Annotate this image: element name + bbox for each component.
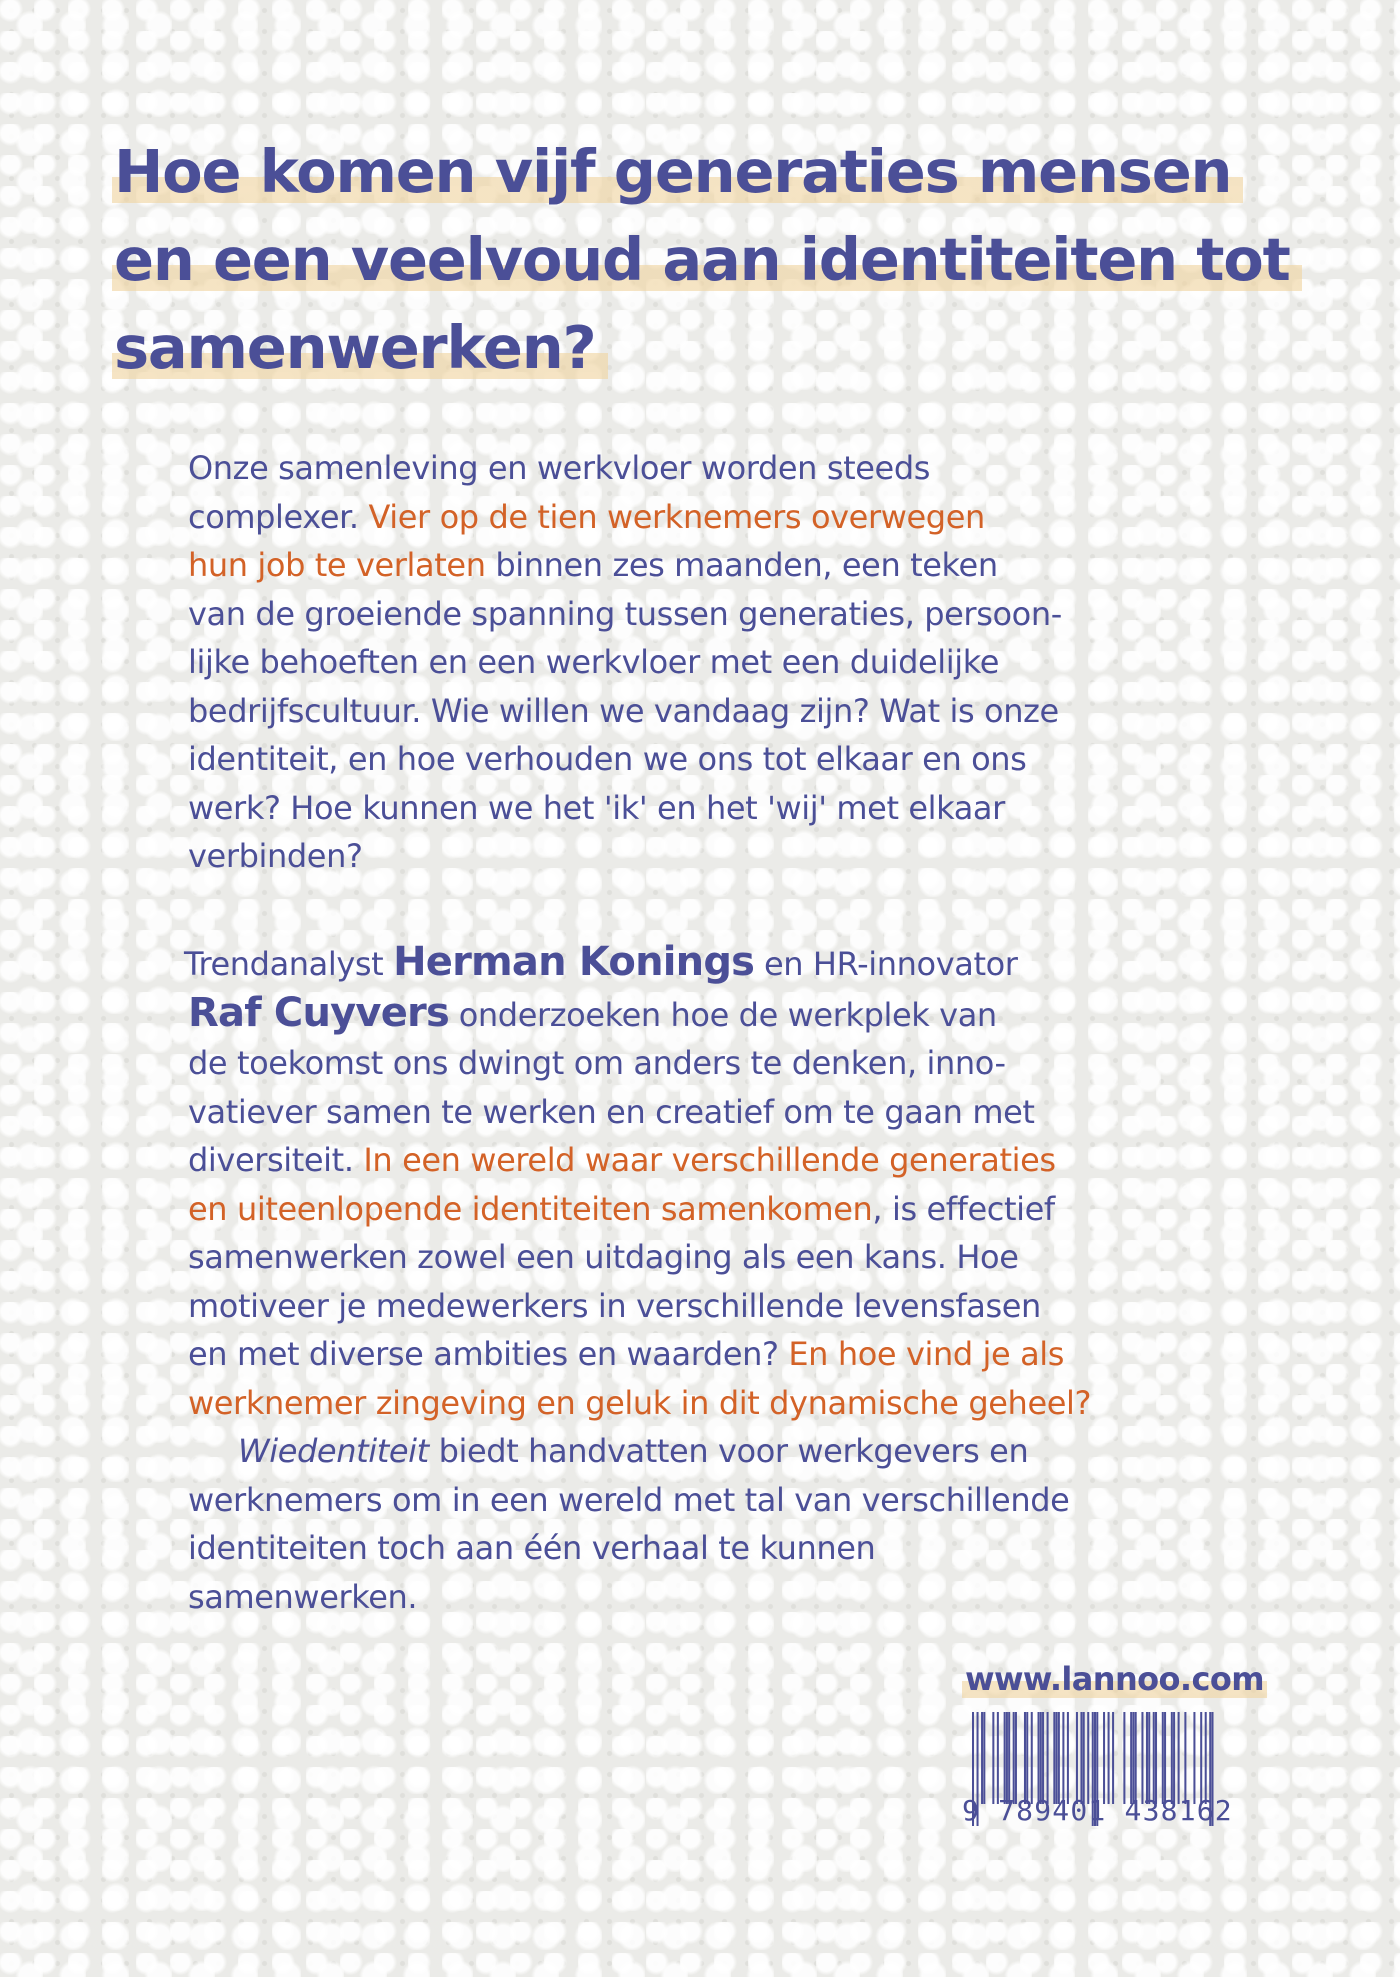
text-line: de toekomst ons dwingt om anders te denken, inno-	[188, 1044, 1006, 1082]
barcode-bar	[1171, 1712, 1173, 1804]
text-line: vatiever samen te werken en creatief om te gaan met	[188, 1092, 1035, 1131]
barcode-bar	[997, 1712, 999, 1804]
barcode-bar	[1184, 1712, 1186, 1804]
text-line: en met diverse ambities en waarden? En hoe vind je als	[188, 1335, 1065, 1373]
authors-paragraph	[184, 938, 1188, 1621]
barcode-bar	[1062, 1712, 1064, 1804]
barcode-bar	[1193, 1712, 1195, 1804]
barcode-bar	[1053, 1712, 1055, 1804]
text-line: Wiedentiteit biedt handvatten voor werkgevers en	[238, 1432, 1029, 1470]
barcode-bar	[1047, 1712, 1049, 1804]
barcode-bar	[1006, 1712, 1008, 1804]
barcode-bar	[1067, 1712, 1069, 1804]
barcode-bar	[1026, 1712, 1028, 1804]
highlight-text: en uiteenlopende identiteiten samenkomen	[188, 1189, 873, 1228]
headline-line-2: en een veelvoud aan identiteiten tot	[112, 216, 1302, 304]
barcode-bar	[1135, 1712, 1137, 1804]
barcode-bar	[1132, 1712, 1134, 1804]
barcode-bar	[1146, 1712, 1148, 1804]
barcode-bar	[1031, 1712, 1033, 1804]
barcode-bar	[983, 1712, 985, 1804]
barcode-bar	[992, 1712, 994, 1804]
barcode-bar	[1103, 1712, 1105, 1804]
barcode-bar	[1178, 1712, 1180, 1804]
barcode-bar	[1123, 1712, 1125, 1804]
barcode-bar	[1200, 1712, 1202, 1804]
barcode-bar	[1112, 1712, 1114, 1804]
barcode-bar	[1164, 1712, 1166, 1804]
highlight-text: Vier op de tien werknemers overwegen	[368, 497, 985, 536]
author-name-herman-konings: Herman Konings	[393, 939, 755, 985]
text-line: samenwerken zowel een uitdaging als een kans. Hoe	[188, 1238, 1019, 1276]
barcode-bar	[981, 1712, 983, 1804]
text-line: bedrijfscultuur. Wie willen we vandaag zijn? Wat is onze	[188, 691, 1059, 730]
barcode-bar	[1076, 1712, 1078, 1804]
text-line: identiteiten toch aan één verhaal te kunnen	[188, 1529, 876, 1567]
barcode-bar	[1141, 1712, 1143, 1804]
barcode-bar	[1153, 1712, 1155, 1804]
text-line: hun job te verlaten binnen zes maanden, een teken	[188, 546, 998, 584]
barcode-bar	[1056, 1712, 1058, 1804]
isbn-number: 9 789401 438162	[962, 1794, 1233, 1827]
text-line: werknemers om in een wereld met tal van verschillende	[188, 1480, 1070, 1519]
text-line: lijke behoeften en een werkvloer met een duidelijke	[188, 643, 1000, 681]
text-line: werk? Hoe kunnen we het 'ik' en het 'wij' met elkaar	[188, 788, 1005, 827]
text-line: van de groeiende spanning tussen generaties, persoon-	[188, 594, 1062, 633]
barcode-bar	[1040, 1712, 1042, 1804]
barcode-bar	[1038, 1712, 1040, 1804]
barcode-bar	[1148, 1712, 1150, 1804]
barcode-bar	[1155, 1712, 1157, 1804]
text-line: samenwerken.	[188, 1577, 418, 1616]
barcode-bar	[1015, 1712, 1017, 1804]
barcode-bar	[1013, 1712, 1015, 1804]
text-line: Raf Cuyvers onderzoeken hoe de werkplek van	[188, 989, 997, 1036]
highlight-text: In een wereld waar verschillende generaties	[363, 1141, 1056, 1179]
text-line: en uiteenlopende identiteiten samenkomen, is effectief	[188, 1189, 1055, 1228]
barcode-bar	[1083, 1712, 1085, 1804]
barcode-bar	[1130, 1712, 1132, 1804]
text-line: complexer. Vier op de tien werknemers overwegen	[188, 497, 985, 536]
text-line: Onze samenleving en werkvloer worden steeds	[188, 449, 931, 487]
barcode-bar	[1058, 1712, 1060, 1804]
text-line: verbinden?	[188, 837, 363, 875]
highlight-text: hun job te verlaten	[188, 546, 486, 584]
headline-line-3: samenwerken?	[112, 304, 608, 392]
text-line: motiveer je medewerkers in verschillende levensfasen	[188, 1286, 1041, 1325]
intro-paragraph	[188, 444, 1188, 881]
barcode-bar	[1008, 1712, 1010, 1804]
barcode-bar	[1080, 1712, 1082, 1804]
headline	[112, 128, 1352, 392]
barcode-bar	[1087, 1712, 1089, 1804]
headline-line-1: Hoe komen vijf generaties mensen	[112, 128, 1243, 216]
text-line: diversiteit. In een wereld waar verschillende generaties	[188, 1141, 1056, 1179]
publisher-website: www.lannoo.com	[962, 1660, 1262, 1698]
barcode-bar	[1205, 1712, 1207, 1804]
barcode-bar	[1024, 1712, 1026, 1804]
barcode-bar	[1042, 1712, 1044, 1804]
highlight-text: En hoe vind je als	[788, 1335, 1065, 1373]
barcode-bar	[1004, 1712, 1006, 1804]
barcode-bar	[1162, 1712, 1164, 1804]
barcode-bar	[1108, 1712, 1110, 1804]
text-line: Trendanalyst Herman Konings en HR-innovator	[184, 939, 1018, 985]
highlight-text: werknemer zingeving en geluk in dit dynamische geheel?	[188, 1383, 1092, 1422]
author-name-raf-cuyvers: Raf Cuyvers	[188, 989, 449, 1036]
book-title: Wiedentiteit	[238, 1432, 429, 1470]
text-line: identiteit, en hoe verhouden we ons tot elkaar en ons	[188, 740, 1027, 778]
barcode-bar	[1173, 1712, 1175, 1804]
